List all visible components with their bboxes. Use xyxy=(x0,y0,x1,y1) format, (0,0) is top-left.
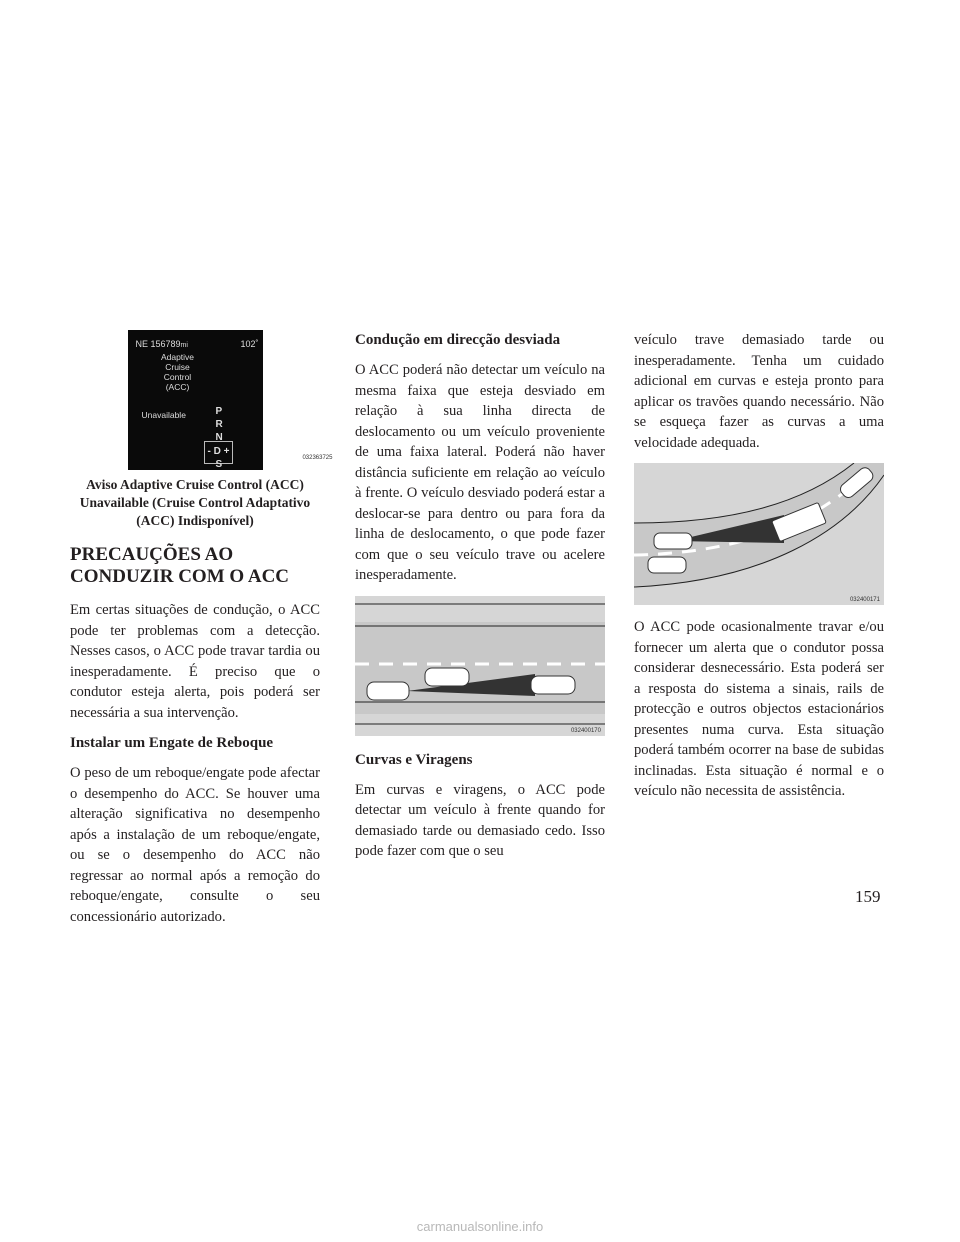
curve-driving-figure xyxy=(634,463,884,605)
paragraph: O ACC pode ocasionalmente travar e/ou fornecer um alerta que o condutor possa considerar desnecessário. Esta poderá ser a resposta do sistema a sinais, rails de protecção e outros objectos estacionários presentes numa curva. Esta situação poderá também ocorrer na base de subidas inclinadas. Esta situação é normal e o veículo não necessita de assistência. xyxy=(634,619,884,799)
gear-n: N xyxy=(215,432,223,443)
watermark: carmanualsonline.info xyxy=(416,1219,544,1234)
paragraph: Em certas situações de condução, o ACC pode ter problemas com a detecção. Nesses casos, o ACC pode travar tardia ou inesperadamente. É preciso que o condutor esteja alerta, pois poderá ser necessária a sua intervenção. xyxy=(70,602,320,721)
figure-caption: Aviso Adaptive Cruise Control (ACC) Unavailable (Cruise Control Adaptativo (ACC) Indisponível) xyxy=(79,477,311,528)
offset-driving-illustration xyxy=(355,596,605,736)
paragraph: veículo trave demasiado tarde ou inesperadamente. Tenha um cuidado adicional em curvas e esteja pronto para aplicar os travões quando necessário. Não se esqueça fazer as curvas a uma velocidade adequada. xyxy=(634,332,884,451)
acc-message: Adaptive Cruise Control (ACC) xyxy=(160,352,195,392)
gear-r: R xyxy=(215,419,223,430)
gear-p: P xyxy=(215,406,223,417)
column-2 xyxy=(355,330,605,872)
figure-id: 032400170 xyxy=(570,727,601,734)
curve-driving-illustration xyxy=(634,463,884,605)
paragraph: O ACC poderá não detectar um veículo na mesma faixa que esteja desviado em relação à sua linha directa de deslocamento ou um veículo proveniente de uma faixa lateral. Poderá não haver distância suficiente em relação ao veículo à frente. O veículo desviado poderá estar a deslocar-se para dentro ou para fora da linha de deslocamento, o que pode fazer com que o seu veículo trave ou acelere inesperadamente. xyxy=(355,362,605,583)
page-number: 159 xyxy=(855,887,881,906)
gear-s: S xyxy=(215,459,223,470)
paragraph: Em curvas e viragens, o ACC pode detectar um veículo à frente quando for demasiado tarde ou demasiado cedo. Isso pode fazer com que o seu xyxy=(355,781,605,859)
figure-id: 032363725 xyxy=(302,454,333,461)
offset-driving-figure xyxy=(355,596,605,736)
odometer: NE 156789 xyxy=(135,339,181,349)
acc-status: Unavailable xyxy=(141,410,186,420)
odometer-unit: mi xyxy=(180,342,188,349)
subheading: Condução em direcção desviada xyxy=(355,332,561,348)
subheading: Curvas e Viragens xyxy=(355,751,473,768)
column-3 xyxy=(634,330,884,812)
subheading: Instalar um Engate de Reboque xyxy=(70,735,274,751)
column-1 xyxy=(70,330,333,937)
section-heading: PRECAUÇÕES AO CONDUZIR COM O ACC xyxy=(70,544,290,587)
paragraph: O peso de um reboque/engate pode afectar o desempenho do ACC. Se houver uma alteração significativa no desempenho após a instalação de um reboque/engate, ou se o desempenho do ACC não regressar ao normal após a remoção do reboque/engate, consulte o seu concessionário autorizado. xyxy=(70,765,320,925)
gear-d: - D + xyxy=(204,441,234,464)
figure-id: 032400171 xyxy=(849,597,880,603)
acc-unavailable-display-figure xyxy=(128,330,333,470)
temperature: 102˚ xyxy=(240,339,259,349)
